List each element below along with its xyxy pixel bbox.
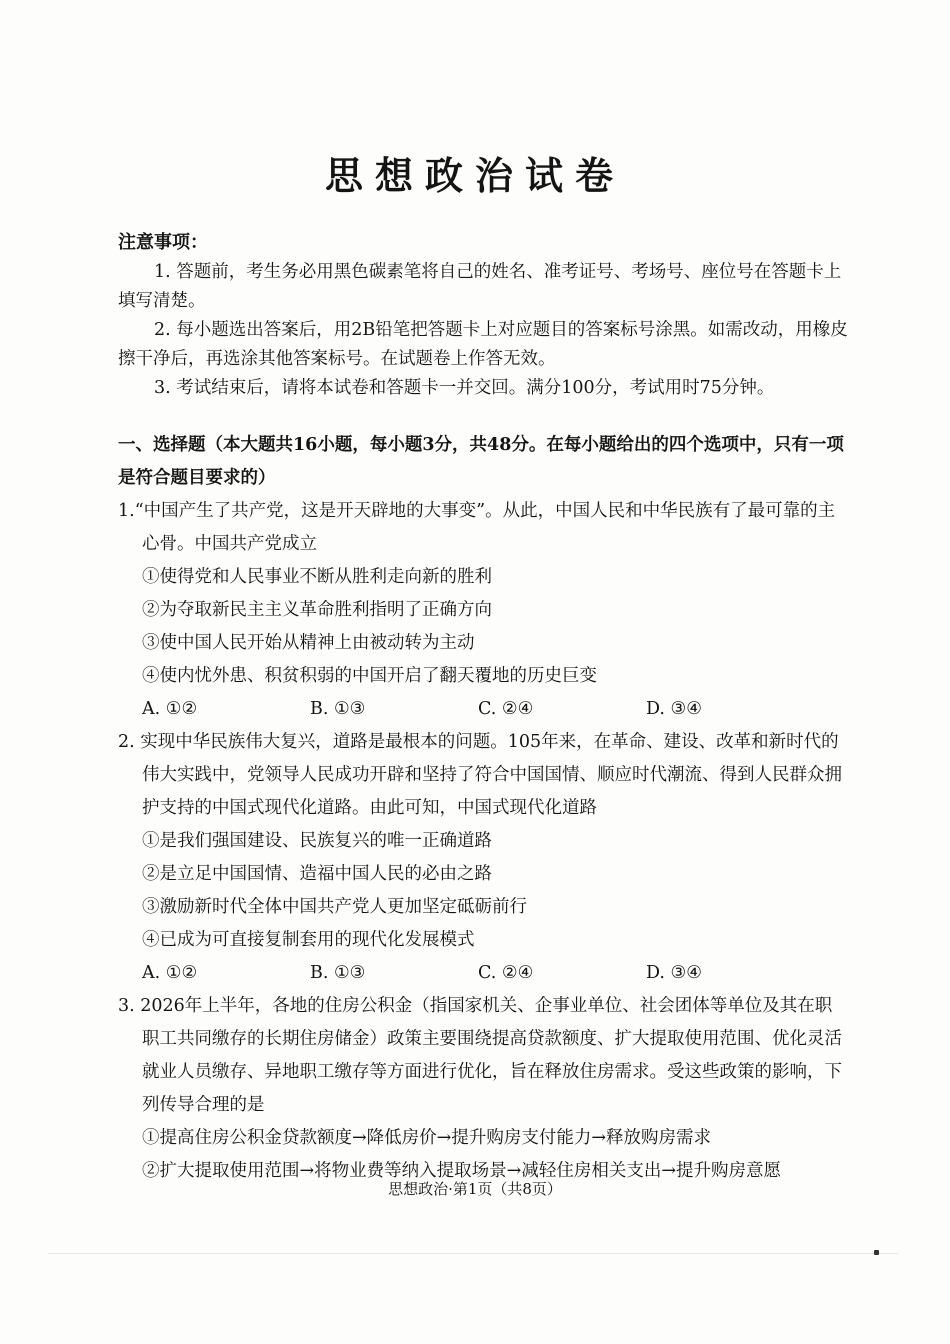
question-2 [118,726,848,990]
choice-b: B. ①③ [310,963,366,983]
answer-choices [118,693,848,726]
choice-c: C. ②④ [478,699,534,719]
question-3 [118,990,848,1188]
question-option: ①是我们强国建设、民族复兴的唯一正确道路 [142,831,492,851]
question-stem: 3. 2026年上半年，各地的住房公积金（指国家机关、企事业单位、社会团体等单位及其在职职工共同缴存的长期住房储金）政策主要围绕提高贷款额度、扩大提取使用范围、优化灵活就业人员缴存、异地职工缴存等方面进行优化，旨在释放住房需求。受这些政策的影响，下列传导合理的是 [118,996,842,1115]
scan-mark [874,1250,879,1255]
choice-c: C. ②④ [478,963,534,983]
scan-edge-line [48,1253,898,1254]
notice-item: 2. 每小题选出答案后，用2B铅笔把答题卡上对应题目的答案标号涂黑。如需改动，用橡皮擦干净后，再选涂其他答案标号。在试题卷上作答无效。 [118,320,848,369]
section-heading: 一、选择题（本大题共16小题，每小题3分，共48分。在每小题给出的四个选项中，只有一项是符合题目要求的） [118,435,844,488]
notice-block [118,228,848,403]
exam-body [118,228,848,1188]
question-option: ②是立足中国国情、造福中国人民的必由之路 [142,864,492,884]
question-stem: 1.“中国产生了共产党，这是开天辟地的大事变”。从此，中国人民和中华民族有了最可靠的主心骨。中国共产党成立 [118,501,836,554]
choice-d: D. ③④ [646,963,702,983]
question-option: ②为夺取新民主主义革命胜利指明了正确方向 [142,600,492,620]
notice-item: 1. 答题前，考生务必用黑色碳素笔将自己的姓名、准考证号、考场号、座位号在答题卡上填写清楚。 [118,262,842,311]
question-option: ③激励新时代全体中国共产党人更加坚定砥砺前行 [142,897,527,917]
question-option: ②扩大提取使用范围→将物业费等纳入提取场景→减轻住房相关支出→提升购房意愿 [142,1161,781,1181]
page-title: 思想政治试卷 [324,153,625,198]
answer-choices [118,957,848,990]
notice-heading: 注意事项： [118,232,208,253]
page-footer: 思想政治·第1页（共8页） [388,1180,562,1198]
question-stem: 2. 实现中华民族伟大复兴，道路是最根本的问题。105年来，在革命、建设、改革和新时代的伟大实践中，党领导人民成功开辟和坚持了符合中国国情、顺应时代潮流、得到人民群众拥护支持的中国式现代化道路。由此可知，中国式现代化道路 [118,732,842,818]
question-1 [118,495,848,726]
question-option: ④已成为可直接复制套用的现代化发展模式 [142,930,475,950]
question-option: ①使得党和人民事业不断从胜利走向新的胜利 [142,567,492,587]
choice-a: A. ①② [142,699,198,719]
choice-b: B. ①③ [310,699,366,719]
question-option: ③使中国人民开始从精神上由被动转为主动 [142,633,475,653]
question-option: ①提高住房公积金贷款额度→降低房价→提升购房支付能力→释放购房需求 [142,1128,711,1148]
choice-a: A. ①② [142,963,198,983]
question-option: ④使内忧外患、积贫积弱的中国开启了翻天覆地的历史巨变 [142,666,597,686]
notice-item: 3. 考试结束后，请将本试卷和答题卡一并交回。满分100分，考试用时75分钟。 [154,378,775,398]
choice-d: D. ③④ [646,699,702,719]
